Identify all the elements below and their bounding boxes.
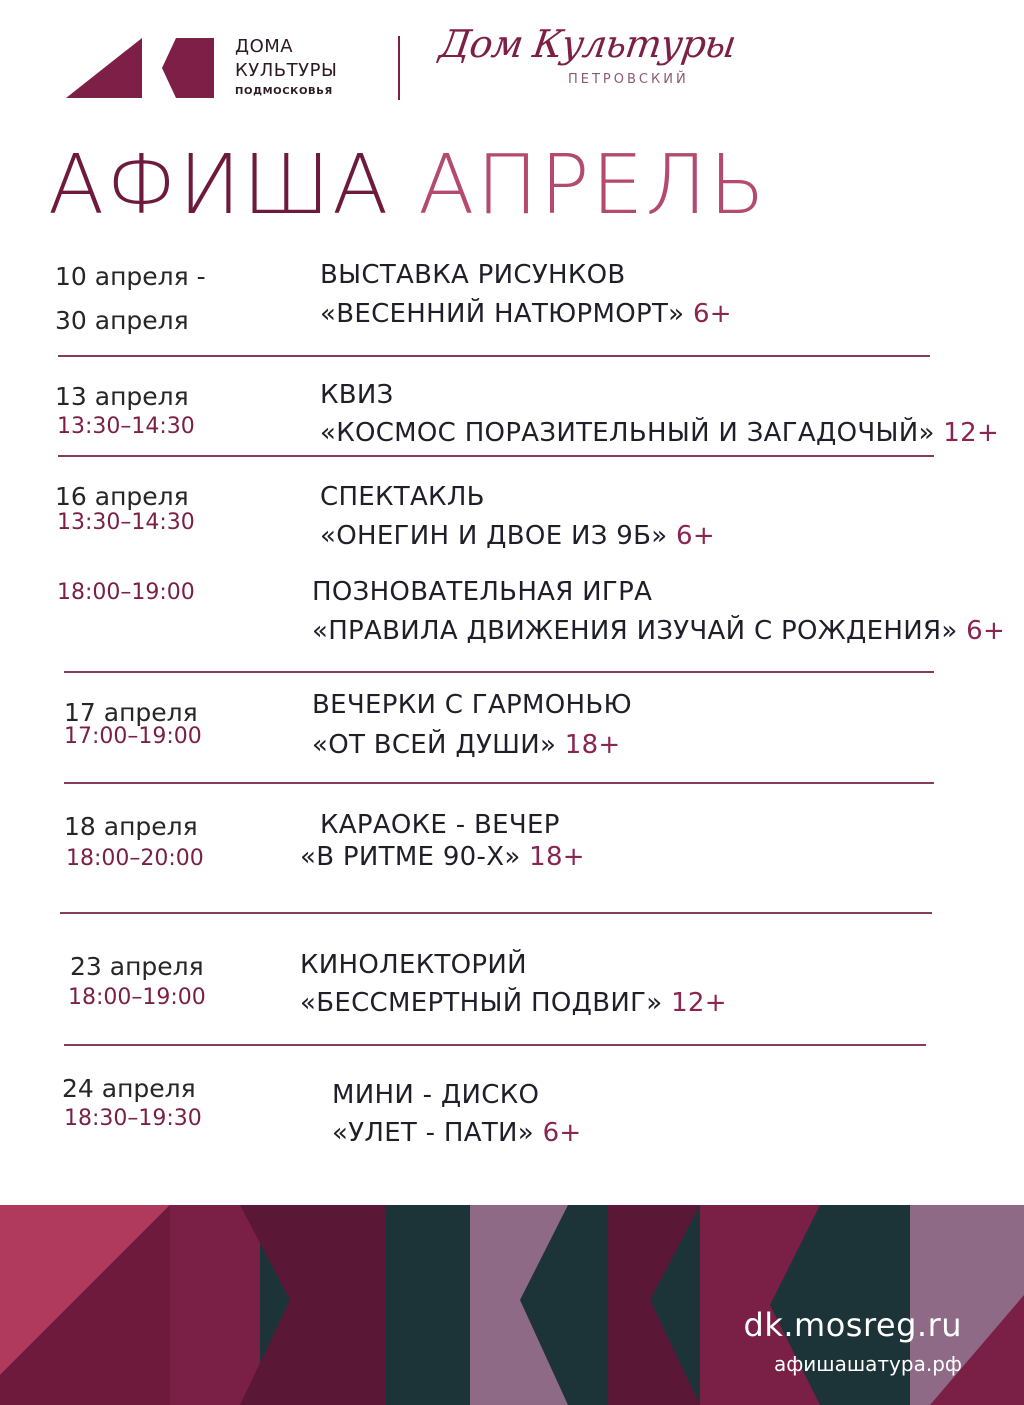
event-time: 13:30–14:30 — [57, 510, 195, 535]
event-type: ВЕЧЕРКИ С ГАРМОНЬЮ — [312, 690, 632, 720]
dom-kultury-script-logo: Дом Культуры — [436, 22, 739, 66]
event-date: 23 апреля — [70, 952, 204, 981]
event-title-text: «ОТ ВСЕЙ ДУШИ» — [312, 730, 557, 760]
age-rating: 6+ — [542, 1118, 582, 1148]
event-title-text: «КОСМОС ПОРАЗИТЕЛЬНЫЙ И ЗАГАДОЧЫЙ» — [320, 418, 935, 448]
event-date: 24 апреля — [62, 1074, 196, 1103]
age-rating: 12+ — [671, 988, 727, 1018]
event-title — [332, 1118, 582, 1148]
event-time: 18:00–19:00 — [57, 580, 195, 605]
age-rating: 6+ — [692, 299, 732, 329]
event-title — [320, 521, 715, 551]
event-title-text: «УЛЕТ - ПАТИ» — [332, 1118, 534, 1148]
divider — [58, 355, 930, 357]
age-rating: 6+ — [966, 616, 1006, 646]
footer-site[interactable]: афишашатура.рф — [773, 1352, 962, 1376]
event-date: 13 апреля — [55, 382, 189, 411]
event-type: ПОЗНОВАТЕЛЬНАЯ ИГРА — [312, 577, 653, 607]
divider — [64, 671, 934, 673]
event-title — [300, 988, 727, 1018]
event-type: МИНИ - ДИСКО — [332, 1080, 540, 1110]
event-date-end: 30 апреля — [55, 306, 189, 335]
divider — [60, 912, 932, 914]
event-type: КИНОЛЕКТОРИЙ — [300, 950, 527, 980]
event-time: 17:00–19:00 — [64, 724, 202, 749]
brand-line-1: ДОМА — [235, 36, 294, 57]
event-date: 16 апреля — [55, 482, 189, 511]
title-word-afisha: АФИША — [48, 138, 391, 233]
age-rating: 6+ — [676, 521, 715, 551]
event-title-text: «ОНЕГИН И ДВОЕ ИЗ 9Б» — [320, 521, 668, 551]
dom-kultury-subtitle: ПЕТРОВСКИЙ — [568, 72, 689, 87]
event-title-text: «БЕССМЕРТНЫЙ ПОДВИГ» — [300, 988, 663, 1018]
divider — [58, 455, 934, 457]
age-rating: 18+ — [564, 730, 621, 760]
event-date: 17 апреля — [64, 698, 198, 727]
event-title — [320, 418, 999, 448]
logo-divider — [398, 36, 400, 100]
event-title — [320, 299, 732, 329]
event-time: 18:00–19:00 — [68, 985, 206, 1010]
event-title-text: «ПРАВИЛА ДВИЖЕНИЯ ИЗУЧАЙ С РОЖДЕНИЯ» — [312, 616, 958, 646]
event-title-text: «В РИТМЕ 90-Х» — [300, 842, 521, 872]
event-title — [312, 730, 621, 760]
event-type: СПЕКТАКЛЬ — [320, 482, 485, 512]
event-date: 18 апреля — [64, 812, 198, 841]
event-date: 10 апреля - — [55, 262, 206, 291]
event-time: 18:30–19:30 — [64, 1106, 202, 1131]
event-time: 13:30–14:30 — [57, 414, 195, 439]
event-title — [312, 616, 1005, 646]
brand-line-3: ПОДМОСКОВЬЯ — [235, 86, 333, 97]
doma-kultury-logo-mark — [64, 34, 224, 100]
divider — [64, 1044, 926, 1046]
event-title-text: «ВЕСЕННИЙ НАТЮРМОРТ» — [320, 299, 685, 329]
footer-url[interactable]: dk.mosreg.ru — [743, 1306, 962, 1344]
title-word-month: АПРЕЛЬ — [418, 138, 768, 233]
brand-line-2: КУЛЬТУРЫ — [235, 60, 338, 81]
age-rating: 12+ — [943, 418, 1000, 448]
event-type: КАРАОКЕ - ВЕЧЕР — [320, 810, 560, 840]
event-title — [300, 842, 585, 872]
event-type: КВИЗ — [320, 380, 394, 410]
event-type: ВЫСТАВКА РИСУНКОВ — [320, 260, 626, 290]
page-title — [48, 136, 767, 236]
divider — [64, 782, 934, 784]
event-time: 18:00–20:00 — [66, 846, 204, 871]
age-rating: 18+ — [529, 842, 585, 872]
